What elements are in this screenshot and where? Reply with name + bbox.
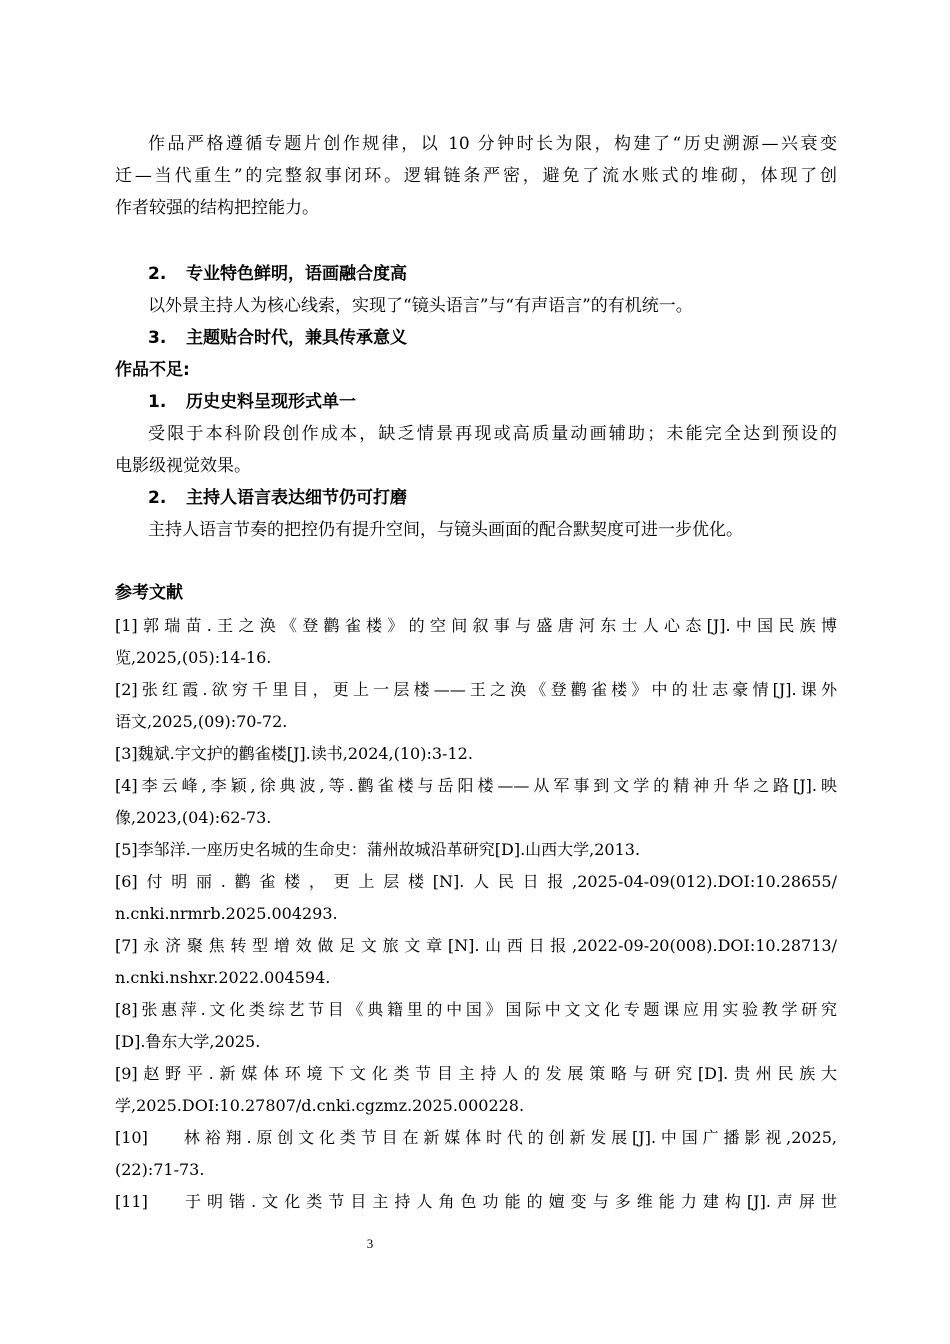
reference-number: [2] xyxy=(115,680,138,699)
reference-text: 赵野平.新媒体环境下文化类节目主持人的发展策略与研究[D].贵州民族大 xyxy=(137,1064,837,1083)
reference-number: [8] xyxy=(115,1000,138,1019)
reference-text: 李邹洋.一座历史名城的生命史：蒲州故城沿革研究[D].山西大学,2013. xyxy=(137,840,641,859)
strength-body-2: 以外景主持人为核心线索，实现了“镜头语言”与“有声语言”的有机统一。 xyxy=(148,296,693,316)
reference-text: 郭瑞苗.王之涣《登鹳雀楼》的空间叙事与盛唐河东士人心态[J].中国民族博 xyxy=(137,616,837,635)
reference-number: [1] xyxy=(115,616,138,635)
reference-5-line-1 xyxy=(115,834,837,866)
reference-text: 林裕翔.原创文化类节目在新媒体时代的创新发展[J].中国广播影视,2025, xyxy=(179,1128,837,1147)
reference-text: 张红霞.欲穷千里目，更上一层楼——王之涣《登鹳雀楼》中的壮志豪情[J].课外 xyxy=(137,680,837,699)
reference-text: 付明丽.鹳雀楼，更上层楼[N].人民日报,2025-04-09(012).DOI:10.28655/ xyxy=(137,872,837,891)
reference-text: 于明锴.文化类节目主持人角色功能的嬗变与多维能力建构[J].声屏世 xyxy=(179,1192,837,1211)
reference-number: [3] xyxy=(115,744,138,763)
references-heading: 参考文献 xyxy=(115,583,183,603)
reference-text: 李云峰,李颖,徐典波,等.鹳雀楼与岳阳楼——从军事到文学的精神升华之路[J].映 xyxy=(137,776,837,795)
strength-title: 主题贴合时代，兼具传承意义 xyxy=(186,328,407,348)
reference-number: [7] xyxy=(115,936,138,955)
page-number: 3 xyxy=(366,1236,374,1251)
weakness-number: 2. xyxy=(148,488,167,508)
reference-2-line-1 xyxy=(115,674,837,706)
reference-7-line-1 xyxy=(115,930,837,962)
weakness-number: 1. xyxy=(148,392,167,412)
reference-9-line-1 xyxy=(115,1058,837,1090)
reference-number: [9] xyxy=(115,1064,138,1083)
intro-line-1: 作品严格遵循专题片创作规律，以 10 分钟时长为限，构建了“历史溯源—兴衰变 xyxy=(148,134,837,154)
reference-text: 张惠萍.文化类综艺节目《典籍里的中国》国际中文文化专题课应用实验教学研究 xyxy=(137,1000,837,1019)
reference-6-line-1 xyxy=(115,866,837,898)
reference-4-line-1 xyxy=(115,770,837,802)
reference-text: 魏斌.宇文护的鹳雀楼[J].读书,2024,(10):3-12. xyxy=(137,744,473,763)
strength-heading-3 xyxy=(148,322,837,354)
reference-8-line-1 xyxy=(115,994,837,1026)
reference-text: 永济聚焦转型增效做足文旅文章[N].山西日报,2022-09-20(008).DOI:10.28713/ xyxy=(137,936,837,955)
strength-title: 专业特色鲜明，语画融合度高 xyxy=(186,264,407,284)
reference-10-line-1 xyxy=(115,1122,837,1154)
reference-2-line-2: 语文,2025,(09):70-72. xyxy=(115,712,288,731)
weakness-body-1-line-1: 受限于本科阶段创作成本，缺乏情景再现或高质量动画辅助；未能完全达到预设的 xyxy=(148,424,837,444)
reference-number: [4] xyxy=(115,776,138,795)
reference-1-line-2: 览,2025,(05):14-16. xyxy=(115,648,272,667)
reference-6-line-2: n.cnki.nrmrb.2025.004293. xyxy=(115,904,338,923)
reference-11-line-1 xyxy=(115,1186,837,1218)
strength-number: 2. xyxy=(148,264,167,284)
intro-line-3: 作者较强的结构把控能力。 xyxy=(115,198,319,218)
reference-1-line-1 xyxy=(115,610,837,642)
reference-10-line-2: (22):71-73. xyxy=(115,1160,205,1179)
reference-number: [6] xyxy=(115,872,138,891)
reference-9-line-2: 学,2025.DOI:10.27807/d.cnki.cgzmz.2025.000228. xyxy=(115,1096,525,1115)
reference-number: [10] xyxy=(115,1128,148,1147)
strength-number: 3. xyxy=(148,328,167,348)
reference-number: [5] xyxy=(115,840,138,859)
strength-heading-2 xyxy=(148,258,837,290)
weakness-heading: 作品不足: xyxy=(115,360,190,380)
reference-3-line-1 xyxy=(115,738,837,770)
weakness-title: 主持人语言表达细节仍可打磨 xyxy=(186,488,407,508)
intro-line-2: 迁—当代重生”的完整叙事闭环。逻辑链条严密，避免了流水账式的堆砌，体现了创 xyxy=(115,166,837,186)
reference-4-line-2: 像,2023,(04):62-73. xyxy=(115,808,272,827)
reference-number: [11] xyxy=(115,1192,148,1211)
reference-8-line-2: [D].鲁东大学,2025. xyxy=(115,1032,261,1051)
weakness-body-1-line-2: 电影级视觉效果。 xyxy=(115,456,251,476)
weakness-title: 历史史料呈现形式单一 xyxy=(186,392,356,412)
weakness-body-2: 主持人语言节奏的把控仍有提升空间，与镜头画面的配合默契度可进一步优化。 xyxy=(148,520,743,540)
reference-7-line-2: n.cnki.nshxr.2022.004594. xyxy=(115,968,331,987)
weakness-heading-2 xyxy=(148,482,837,514)
weakness-heading-1 xyxy=(148,386,837,418)
